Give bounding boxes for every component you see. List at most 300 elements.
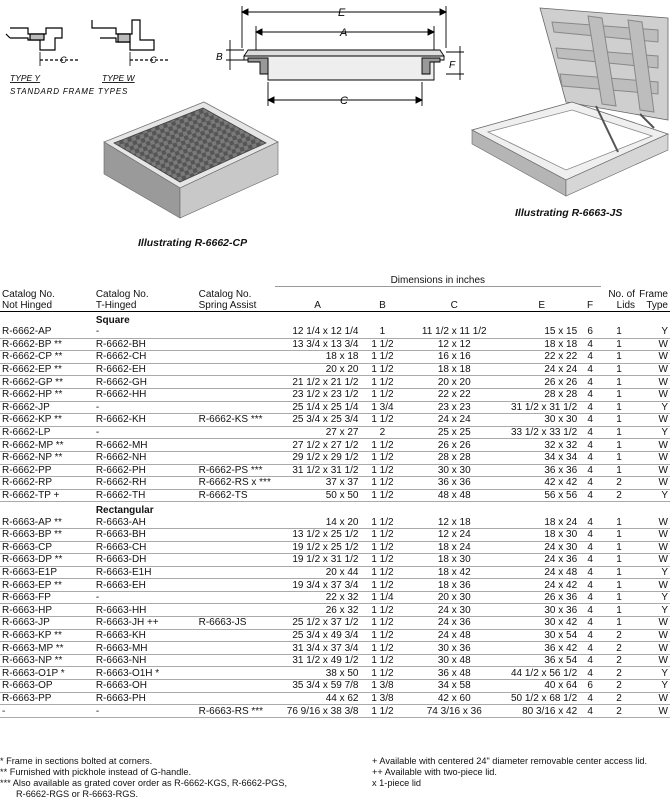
table-row [0,705,670,718]
table-cell: 1 [601,439,637,452]
footnote: x 1-piece lid [372,778,422,788]
table-cell: 2 [601,642,637,655]
table-cell: R-6662-CP ** [0,351,94,364]
table-cell: R-6663-PP [0,692,94,705]
table-cell: 12 x 24 [404,528,504,541]
table-cell: 24 x 42 [504,579,579,592]
table-cell: R-6662-MH [94,439,197,452]
type-y-c-label: C [60,55,67,65]
table-cell: W [637,376,670,389]
table-cell: 76 9/16 x 38 3/8 [275,705,361,718]
figures-area [0,0,670,262]
table-cell: 1 [601,451,637,464]
table-cell: 12 x 18 [404,516,504,528]
table-row [0,464,670,477]
table-cell: 24 x 24 [404,414,504,427]
table-cell: 1 [601,566,637,579]
table-cell: 4 [579,591,601,604]
table-cell: 1 [601,617,637,630]
table-cell: 24 x 48 [404,629,504,642]
table-cell: R-6663-E1H [94,566,197,579]
table-cell: 4 [579,705,601,718]
table-cell: 1 1/2 [361,414,405,427]
section-spacer [0,502,94,517]
col-frame-type: Frame Type [637,287,670,312]
dim-f-label: F [449,60,456,71]
table-cell: R-6663-AP ** [0,516,94,528]
table-cell: 20 x 30 [404,591,504,604]
table-cell: R-6663-JS [197,617,275,630]
table-cell: Y [637,401,670,414]
section-spacer [0,312,94,327]
table-cell: 36 x 42 [504,642,579,655]
table-cell: 30 x 42 [504,617,579,630]
section-title: Square [95,314,130,326]
table-cell: R-6663-MH [94,642,197,655]
table-cell: 1 1/2 [361,363,405,376]
table-cell: 1 1/2 [361,516,405,528]
table-cell: 4 [579,439,601,452]
table-cell: 2 [601,654,637,667]
table-row [0,516,670,528]
dim-a-label: A [340,27,348,39]
col-spring-assist: Catalog No. Spring Assist [197,287,275,312]
table-cell: 34 x 34 [504,451,579,464]
table-cell: 1 3/8 [361,692,405,705]
table-row [0,604,670,617]
table-cell: 30 x 30 [404,464,504,477]
table-cell: 1 [361,326,405,338]
table-cell: 1 1/2 [361,451,405,464]
table-cell: 2 [361,426,405,439]
table-row [0,414,670,427]
table-cell: 1 [601,388,637,401]
table-cell: 34 x 58 [404,680,504,693]
table-cell: 1 1/2 [361,629,405,642]
table-row [0,566,670,579]
table-cell: 24 x 30 [504,541,579,554]
table-cell: R-6662-AP [0,326,94,338]
type-w-drawing [92,20,168,66]
table-cell: 1 1/2 [361,667,405,680]
table-cell: 13 1/2 x 25 1/2 [275,528,361,541]
table-cell: W [637,642,670,655]
table-row [0,541,670,554]
table-cell: 4 [579,692,601,705]
footnote: ++ Available with two-piece lid. [372,767,497,777]
table-cell: 19 3/4 x 37 3/4 [275,579,361,592]
table-cell: R-6662-NH [94,451,197,464]
table-cell: 1 1/2 [361,579,405,592]
table-cell: Y [637,426,670,439]
table-cell: 35 3/4 x 59 7/8 [275,680,361,693]
table-cell: 4 [579,363,601,376]
table-cell: 1 [601,326,637,338]
table-cell: 1 [601,426,637,439]
table-cell: 1 1/2 [361,489,405,502]
table-row [0,692,670,705]
dimensions-header: Dimensions in inches [275,274,601,287]
table-cell: 4 [579,566,601,579]
table-cell [197,426,275,439]
table-cell: R-6663-JP [0,617,94,630]
table-cell: 4 [579,489,601,502]
table-cell: 22 x 22 [504,351,579,364]
table-cell [197,629,275,642]
table-cell [197,363,275,376]
table-cell: 18 x 18 [275,351,361,364]
table-cell: R-6663-AH [94,516,197,528]
table-cell: 20 x 20 [404,376,504,389]
table-cell: 23 1/2 x 23 1/2 [275,388,361,401]
table-cell: W [637,464,670,477]
table-cell: R-6662-HH [94,388,197,401]
table-cell: 14 x 20 [275,516,361,528]
table-cell: 1 [601,541,637,554]
table-cell: 1 1/2 [361,338,405,351]
table-cell: 18 x 42 [404,566,504,579]
table-cell: 1 1/2 [361,351,405,364]
table-cell [197,554,275,567]
table-cell: R-6662-PS *** [197,464,275,477]
table-cell: R-6662-BH [94,338,197,351]
table-cell: 18 x 18 [404,363,504,376]
table-cell: W [637,629,670,642]
table-cell: 31 1/2 x 49 1/2 [275,654,361,667]
col-e: E [504,287,579,312]
table-cell: 24 x 48 [504,566,579,579]
table-cell: 1 1/2 [361,654,405,667]
table-cell: 74 3/16 x 36 [404,705,504,718]
table-cell: 16 x 16 [404,351,504,364]
col-a: A [275,287,361,312]
table-cell: R-6662-PP [0,464,94,477]
type-y-drawing [6,28,78,66]
table-cell: 2 [601,680,637,693]
table-cell: 26 x 32 [275,604,361,617]
table-cell: 1 1/2 [361,566,405,579]
table-cell: R-6663-HH [94,604,197,617]
table-cell: 4 [579,401,601,414]
table-row [0,326,670,338]
table-cell: R-6662-KP ** [0,414,94,427]
section-title: Rectangular [95,504,154,516]
table-cell: Y [637,566,670,579]
table-cell: 19 1/2 x 25 1/2 [275,541,361,554]
table-cell: Y [637,489,670,502]
type-w-c-label: C [150,55,157,65]
table-cell: 38 x 50 [275,667,361,680]
dimension-drawing [208,2,470,110]
table-cell [197,692,275,705]
table-cell: R-6663-MP ** [0,642,94,655]
table-cell: 4 [579,528,601,541]
type-w-label: TYPE W [102,73,135,83]
table-cell: 31 3/4 x 37 3/4 [275,642,361,655]
col-not-hinged: Catalog No. Not Hinged [0,287,94,312]
table-cell: 31 1/2 x 31 1/2 [504,401,579,414]
table-cell: 15 x 15 [504,326,579,338]
table-cell: 4 [579,554,601,567]
table-cell: Y [637,604,670,617]
table-row [0,642,670,655]
table-cell: 2 [601,705,637,718]
table-cell: 1 [601,604,637,617]
table-cell: 1 [601,351,637,364]
table-cell: 24 x 30 [404,604,504,617]
table-cell [197,516,275,528]
footnote: ** Furnished with pickhole instead of G-handle. [0,767,192,777]
table-cell: R-6663-CH [94,541,197,554]
table-cell: W [637,477,670,490]
caption-r6663-js: Illustrating R-6663-JS [515,207,623,219]
table-cell: 1 [601,338,637,351]
table-cell [197,541,275,554]
table-cell: R-6662-RS x *** [197,477,275,490]
table-cell [197,654,275,667]
table-row [0,363,670,376]
table-cell: 1 3/8 [361,680,405,693]
table-cell: W [637,516,670,528]
table-cell: 42 x 42 [504,477,579,490]
table-cell: 20 x 20 [275,363,361,376]
table-cell: R-6662-EP ** [0,363,94,376]
table-cell: 1 [601,554,637,567]
table-cell: W [637,388,670,401]
table-cell: 44 1/2 x 56 1/2 [504,667,579,680]
table-cell [197,439,275,452]
table-row [0,528,670,541]
table-cell: 26 x 26 [504,376,579,389]
table-cell: 36 x 36 [504,464,579,477]
table-cell: 18 x 30 [504,528,579,541]
table-row [0,489,670,502]
frame-types-caption: STANDARD FRAME TYPES [10,87,129,96]
table-cell: 24 x 36 [504,554,579,567]
table-cell: 22 x 22 [404,388,504,401]
table-cell: 18 x 18 [504,338,579,351]
table-cell: Y [637,326,670,338]
table-cell: 4 [579,516,601,528]
table-cell: R-6662-KH [94,414,197,427]
table-cell: 1 1/2 [361,554,405,567]
dim-c-label: C [340,95,348,107]
table-cell: W [637,451,670,464]
table-cell: R-6663-CP [0,541,94,554]
table-cell: 1 [601,401,637,414]
table-cell: R-6662-PH [94,464,197,477]
table-cell: 1 1/2 [361,477,405,490]
table-cell: 13 3/4 x 13 3/4 [275,338,361,351]
table-cell: 30 x 36 [504,604,579,617]
table-cell: 2 [601,692,637,705]
footnotes-right [372,756,670,789]
table-cell: 18 x 30 [404,554,504,567]
table-cell: 4 [579,388,601,401]
table-cell: R-6662-LP [0,426,94,439]
table-cell: W [637,617,670,630]
table-cell: 26 x 36 [504,591,579,604]
table-cell: 25 x 25 [404,426,504,439]
table-cell: R-6663-EP ** [0,579,94,592]
table-cell [197,591,275,604]
table-cell: W [637,351,670,364]
table-cell: 1 1/2 [361,464,405,477]
table-cell: R-6663-NH [94,654,197,667]
table-cell [197,667,275,680]
table-cell: 1 [601,528,637,541]
footnote: *** Also available as grated cover order as R-6662-KGS, R-6662-PGS, [0,778,287,788]
table-cell [197,528,275,541]
table-cell: 28 x 28 [504,388,579,401]
table-cell: W [637,654,670,667]
table-cell: R-6663-NP ** [0,654,94,667]
table-cell: R-6662-NP ** [0,451,94,464]
table-cell: 4 [579,579,601,592]
table-cell: R-6663-HP [0,604,94,617]
col-f: F [579,287,601,312]
table-cell: Y [637,591,670,604]
table-cell: 30 x 48 [404,654,504,667]
table-cell: 4 [579,617,601,630]
dim-e-label: E [338,7,346,19]
table-cell [197,388,275,401]
table-cell: R-6663-BP ** [0,528,94,541]
table-cell [197,642,275,655]
catalog-table [0,274,670,718]
table-cell: 25 1/2 x 37 1/2 [275,617,361,630]
table-cell: 1 [601,363,637,376]
table-cell: R-6662-GH [94,376,197,389]
section-row [0,502,670,517]
table-row [0,351,670,364]
table-cell: 27 1/2 x 27 1/2 [275,439,361,452]
table-cell: 1 1/4 [361,591,405,604]
table-cell [197,351,275,364]
table-cell: 4 [579,541,601,554]
table-cell: 1 1/2 [361,705,405,718]
table-row [0,338,670,351]
table-cell: R-6663-DP ** [0,554,94,567]
table-cell: R-6662-BP ** [0,338,94,351]
table-cell: W [637,579,670,592]
table-cell: 28 x 28 [404,451,504,464]
footnote: * Frame in sections bolted at corners. [0,756,153,766]
table-body [0,312,670,718]
table-cell: R-6662-JP [0,401,94,414]
table-cell: 1 [601,464,637,477]
table-row [0,680,670,693]
table-cell: 1 [601,376,637,389]
table-cell: 2 [601,629,637,642]
table-cell: R-6662-KS *** [197,414,275,427]
table-cell: 11 1/2 x 11 1/2 [404,326,504,338]
table-cell: 42 x 60 [404,692,504,705]
section-row [0,312,670,327]
table-cell: Y [637,680,670,693]
table-cell: 25 3/4 x 25 3/4 [275,414,361,427]
table-cell: 12 x 12 [404,338,504,351]
col-t-hinged: Catalog No. T-Hinged [94,287,197,312]
table-cell: 36 x 36 [404,477,504,490]
table-cell: - [94,591,197,604]
table-cell: R-6662-GP ** [0,376,94,389]
table-cell: R-6662-RP [0,477,94,490]
table-row [0,477,670,490]
table-row [0,426,670,439]
table-cell: - [94,401,197,414]
table-cell: 18 x 36 [404,579,504,592]
table-cell: 56 x 56 [504,489,579,502]
table-cell: R-6662-TP + [0,489,94,502]
table-row [0,401,670,414]
table-cell: 1 1/2 [361,541,405,554]
table-cell: W [637,554,670,567]
table-row [0,554,670,567]
footnote: R-6662-RGS or R-6663-RGS. [16,789,139,799]
table-cell: 1 1/2 [361,617,405,630]
table-cell: R-6662-MP ** [0,439,94,452]
table-cell: R-6663-KH [94,629,197,642]
table-cell: 48 x 48 [404,489,504,502]
table-cell: 2 [601,489,637,502]
table-cell: 4 [579,604,601,617]
table-cell: 24 x 24 [504,363,579,376]
table-cell: R-6663-KP ** [0,629,94,642]
table-cell: 25 3/4 x 49 3/4 [275,629,361,642]
frame-types-sketch [0,8,200,103]
table-cell: 1 1/2 [361,604,405,617]
table-cell: 1 1/2 [361,642,405,655]
table-cell [197,604,275,617]
table-cell: 1 [601,579,637,592]
table-cell: R-6662-TS [197,489,275,502]
table-cell [197,680,275,693]
table-cell: 6 [579,680,601,693]
dim-b-label: B [216,52,223,63]
table-cell [197,566,275,579]
type-y-label: TYPE Y [10,73,41,83]
table-cell [197,579,275,592]
col-lids: No. of Lids [601,287,637,312]
table-cell: 4 [579,464,601,477]
table-cell: W [637,528,670,541]
table-row [0,579,670,592]
table-cell: 50 x 50 [275,489,361,502]
table-cell: 1 3/4 [361,401,405,414]
table-cell: 4 [579,414,601,427]
table-cell: 24 x 36 [404,617,504,630]
table-cell: 27 x 27 [275,426,361,439]
table-cell: R-6662-HP ** [0,388,94,401]
table-cell: 44 x 62 [275,692,361,705]
table-cell: 2 [601,477,637,490]
table-cell: 4 [579,426,601,439]
table-cell: 25 1/4 x 25 1/4 [275,401,361,414]
table-cell: 4 [579,654,601,667]
table-cell: R-6663-RS *** [197,705,275,718]
table-cell: 4 [579,477,601,490]
table-row [0,629,670,642]
table-row [0,591,670,604]
table-cell: 40 x 64 [504,680,579,693]
table-cell: 1 [601,591,637,604]
table-cell: 50 1/2 x 68 1/2 [504,692,579,705]
table-cell [197,338,275,351]
table-cell: 1 1/2 [361,528,405,541]
table-cell: 29 1/2 x 29 1/2 [275,451,361,464]
footnote: + Available with centered 24" diameter removable center access lid. [372,756,648,766]
